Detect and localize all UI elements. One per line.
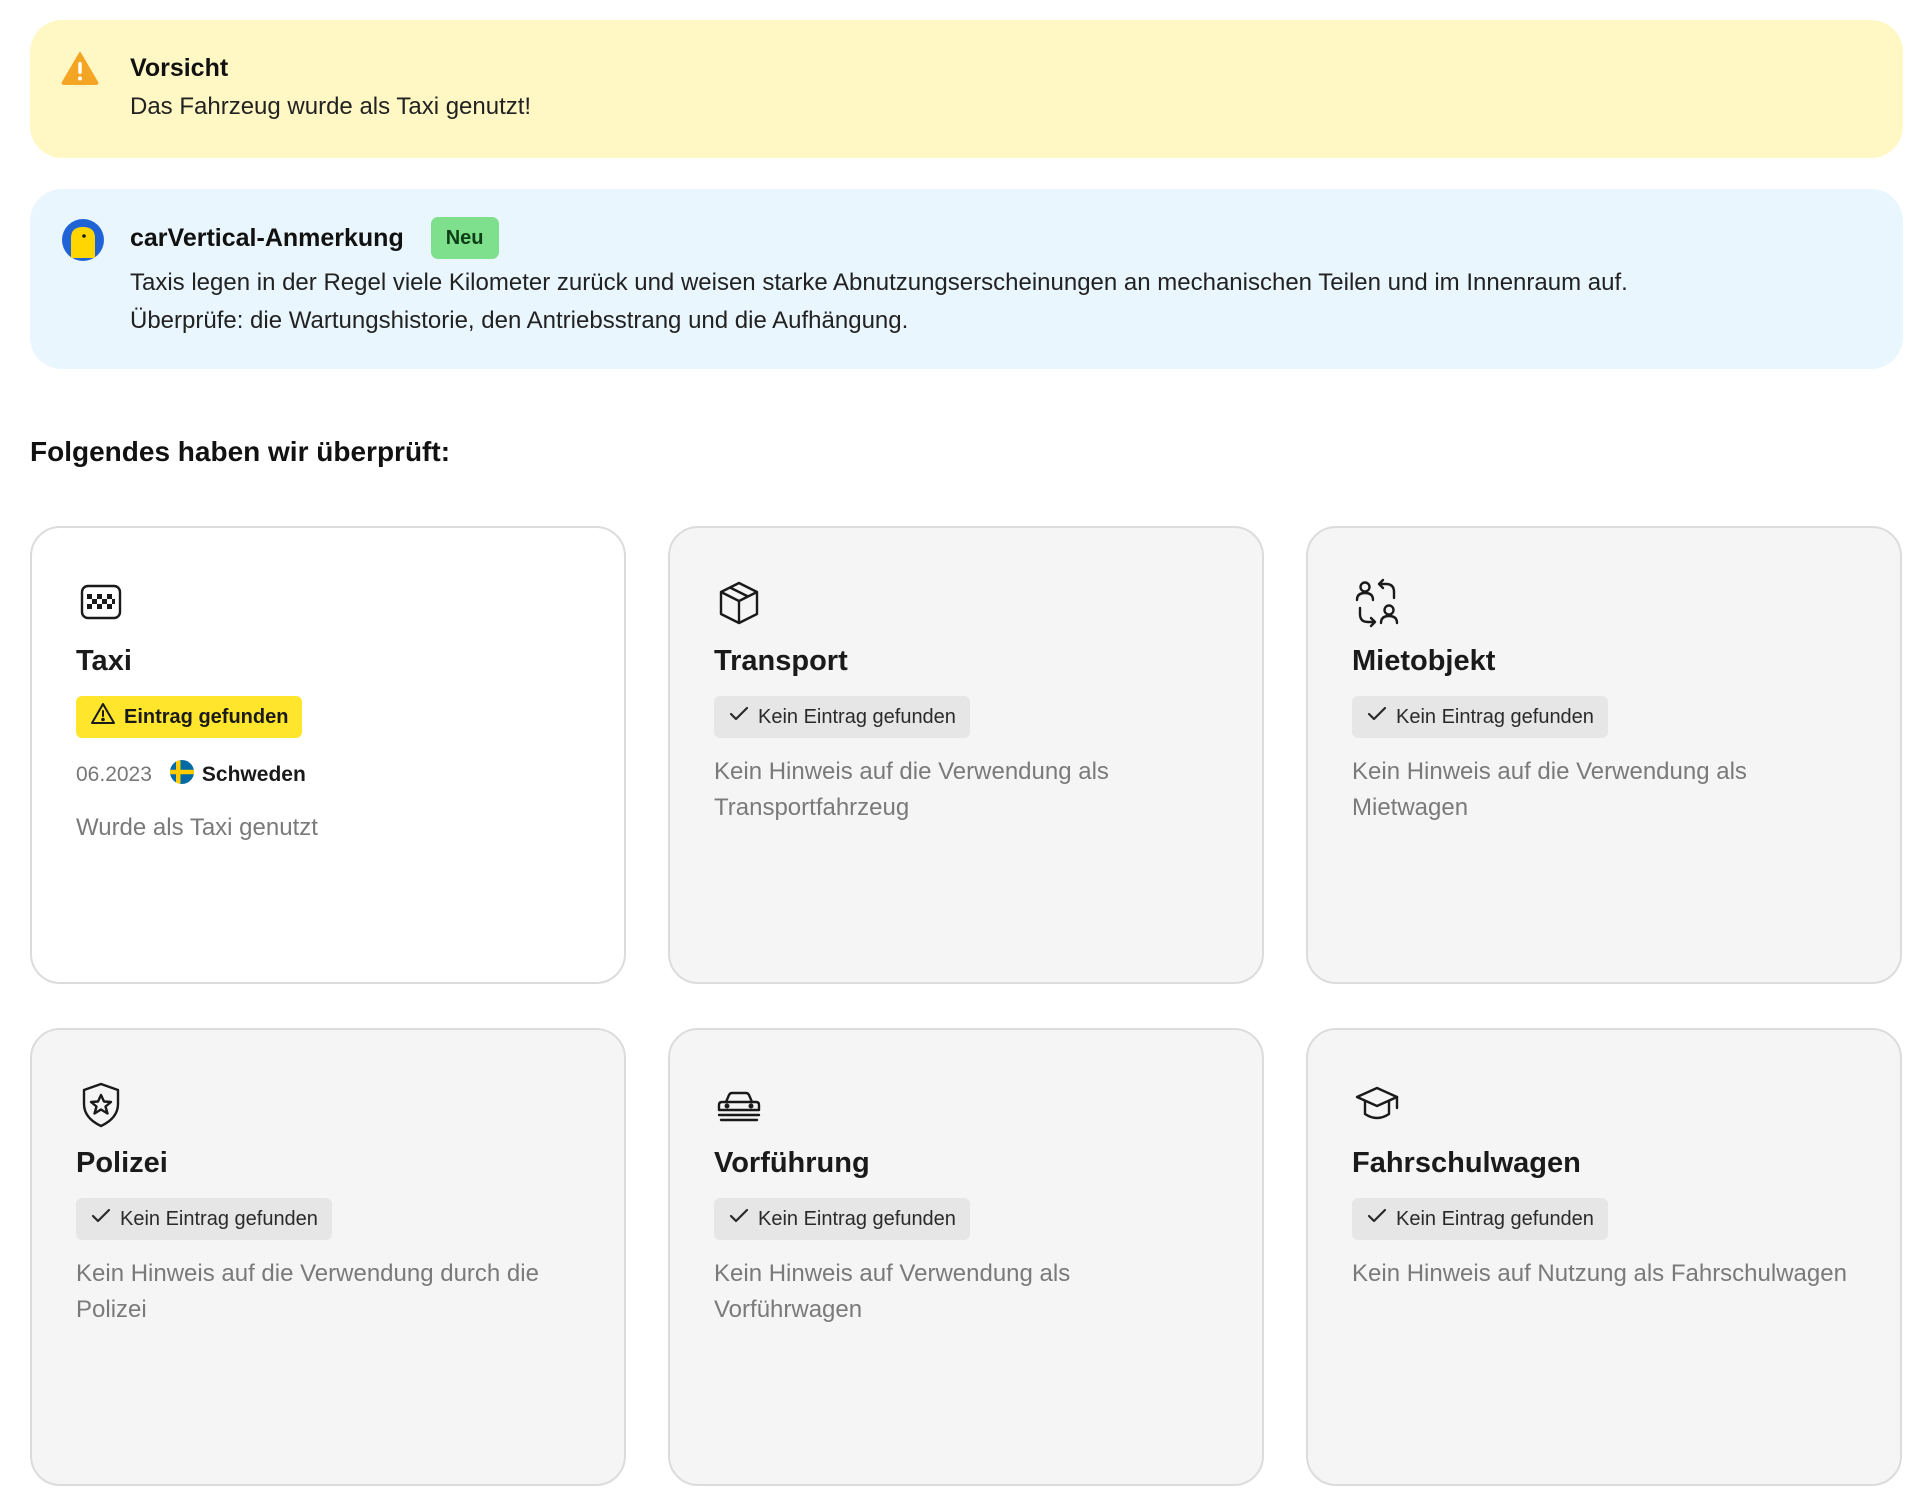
status-badge-found — [76, 696, 302, 738]
card-description: Kein Hinweis auf Verwendung als Vorführwagen — [714, 1260, 1071, 1323]
record-country: Schweden — [201, 763, 306, 786]
note-text-line-1: Taxis legen in der Regel viele Kilometer zurück und weisen starke Abnutzungserscheinungen an mechanischen Teilen und im Innenraum auf. — [130, 269, 1628, 296]
status-label: Kein Eintrag gefunden — [1396, 705, 1594, 728]
card-polizei — [30, 1028, 626, 1486]
note-title: carVertical-Anmerkung — [130, 224, 404, 252]
record-meta — [76, 760, 580, 790]
police-badge-icon — [76, 1080, 580, 1130]
check-icon — [1366, 1207, 1388, 1231]
card-vorfuehrung — [668, 1028, 1264, 1486]
card-description: Kein Hinweis auf die Verwendung als Mietwagen — [1352, 758, 1747, 821]
car-stack-icon — [714, 1080, 1218, 1130]
note-text — [130, 264, 1863, 340]
card-title: Taxi — [76, 645, 132, 677]
card-title: Transport — [714, 645, 848, 677]
user-swap-icon — [1352, 578, 1856, 628]
sweden-flag-icon — [170, 760, 194, 790]
warning-outline-icon — [90, 702, 116, 732]
new-badge: Neu — [431, 217, 499, 259]
status-label: Eintrag gefunden — [124, 705, 289, 728]
box-icon — [714, 578, 1218, 628]
carvertical-note — [30, 189, 1903, 369]
card-transport — [668, 526, 1264, 984]
card-title: Vorführung — [714, 1147, 870, 1179]
check-icon — [1366, 705, 1388, 729]
history-check-panel — [30, 20, 1903, 1486]
card-description: Wurde als Taxi genutzt — [76, 814, 318, 841]
card-description: Kein Hinweis auf die Verwendung als Transportfahrzeug — [714, 758, 1109, 821]
status-badge-ok — [714, 696, 970, 738]
check-icon — [728, 1207, 750, 1231]
card-description: Kein Hinweis auf Nutzung als Fahrschulwagen — [1352, 1260, 1847, 1287]
status-label: Kein Eintrag gefunden — [1396, 1207, 1594, 1230]
card-title: Fahrschulwagen — [1352, 1147, 1581, 1179]
status-badge-ok — [1352, 696, 1608, 738]
status-badge-ok — [714, 1198, 970, 1240]
taxi-icon — [76, 578, 580, 628]
warning-title: Vorsicht — [130, 54, 229, 82]
status-badge-ok — [76, 1198, 332, 1240]
status-label: Kein Eintrag gefunden — [120, 1207, 318, 1230]
section-title: Folgendes haben wir überprüft: — [30, 436, 451, 467]
status-badge-ok — [1352, 1198, 1608, 1240]
status-label: Kein Eintrag gefunden — [758, 1207, 956, 1230]
warning-text: Das Fahrzeug wurde als Taxi genutzt! — [130, 93, 532, 120]
graduation-cap-icon — [1352, 1080, 1856, 1130]
card-title: Mietobjekt — [1352, 645, 1496, 677]
card-fahrschulwagen — [1306, 1028, 1902, 1486]
note-text-line-2: Überprüfe: die Wartungshistorie, den Antriebsstrang und die Aufhängung. — [130, 307, 909, 334]
status-label: Kein Eintrag gefunden — [758, 705, 956, 728]
check-icon — [728, 705, 750, 729]
card-description: Kein Hinweis auf die Verwendung durch die Polizei — [76, 1260, 539, 1323]
card-taxi — [30, 526, 626, 984]
card-title: Polizei — [76, 1147, 168, 1179]
carvertical-logo-icon — [61, 218, 105, 267]
check-icon — [90, 1207, 112, 1231]
card-mietobjekt — [1306, 526, 1902, 984]
record-date: 06.2023 — [76, 763, 152, 786]
warning-triangle-icon — [61, 51, 99, 90]
check-cards-grid — [30, 526, 1903, 1486]
warning-alert — [30, 20, 1903, 158]
